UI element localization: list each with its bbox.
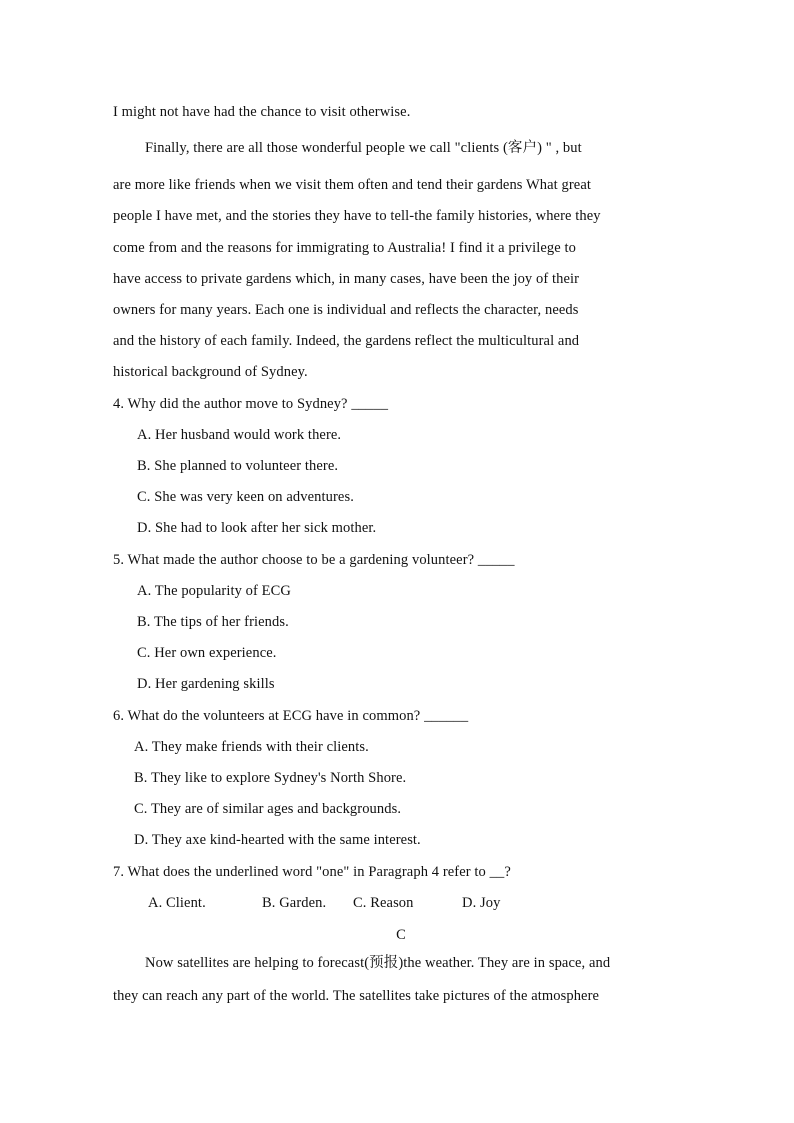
- passage-b-p4-line-3: people I have met, and the stories they have to tell-the family histories, where they: [113, 208, 601, 224]
- question-4-option-a: A. Her husband would work there.: [137, 427, 342, 443]
- question-6-option-a: A. They make friends with their clients.: [134, 739, 369, 755]
- passage-b-p4-line-2: are more like friends when we visit them often and tend their gardens What great: [113, 177, 592, 193]
- question-7-option-b: B. Garden.: [262, 895, 327, 911]
- question-6-option-b: B. They like to explore Sydney's North Shore.: [134, 770, 407, 786]
- passage-c-line-2: they can reach any part of the world. The satellites take pictures of the atmosphere: [113, 988, 600, 1004]
- passage-c-line-1: Now satellites are helping to forecast(预报)the weather. They are in space, and: [145, 955, 611, 971]
- question-7-options: [148, 894, 500, 912]
- question-5-option-c: C. Her own experience.: [137, 645, 277, 661]
- question-7-stem: 7. What does the underlined word "one" in Paragraph 4 refer to __?: [113, 864, 511, 880]
- passage-b-p4-line-5: have access to private gardens which, in many cases, have been the joy of their: [113, 271, 580, 287]
- question-4-option-b: B. She planned to volunteer there.: [137, 458, 339, 474]
- passage-c-label: C: [396, 927, 406, 943]
- question-4-stem: 4. Why did the author move to Sydney? _____: [113, 396, 389, 412]
- question-6-stem: 6. What do the volunteers at ECG have in common? ______: [113, 708, 469, 724]
- passage-b-p4-line-8: historical background of Sydney.: [113, 364, 308, 380]
- passage-b-p4-line-4: come from and the reasons for immigrating to Australia! I find it a privilege to: [113, 240, 577, 256]
- passage-b-p4-line-6: owners for many years. Each one is individual and reflects the character, needs: [113, 302, 579, 318]
- question-4-option-d: D. She had to look after her sick mother.: [137, 520, 377, 536]
- passage-b-p4-line-7: and the history of each family. Indeed, the gardens reflect the multicultural and: [113, 333, 580, 349]
- question-5-option-a: A. The popularity of ECG: [137, 583, 291, 599]
- question-6-option-d: D. They axe kind-hearted with the same interest.: [134, 832, 421, 848]
- question-4-option-c: C. She was very keen on adventures.: [137, 489, 354, 505]
- passage-b-p4-line-1: Finally, there are all those wonderful people we call "clients (客户) " , but: [145, 140, 582, 156]
- question-7-option-a: A. Client.: [148, 895, 206, 911]
- question-7-option-c: C. Reason: [353, 895, 414, 911]
- question-5-option-b: B. The tips of her friends.: [137, 614, 289, 630]
- question-5-stem: 5. What made the author choose to be a gardening volunteer? _____: [113, 552, 515, 568]
- question-6-option-c: C. They are of similar ages and backgrounds.: [134, 801, 402, 817]
- passage-b-paragraph3-end: I might not have had the chance to visit otherwise.: [113, 104, 411, 120]
- question-7-option-d: D. Joy: [462, 895, 501, 911]
- question-5-option-d: D. Her gardening skills: [137, 676, 275, 692]
